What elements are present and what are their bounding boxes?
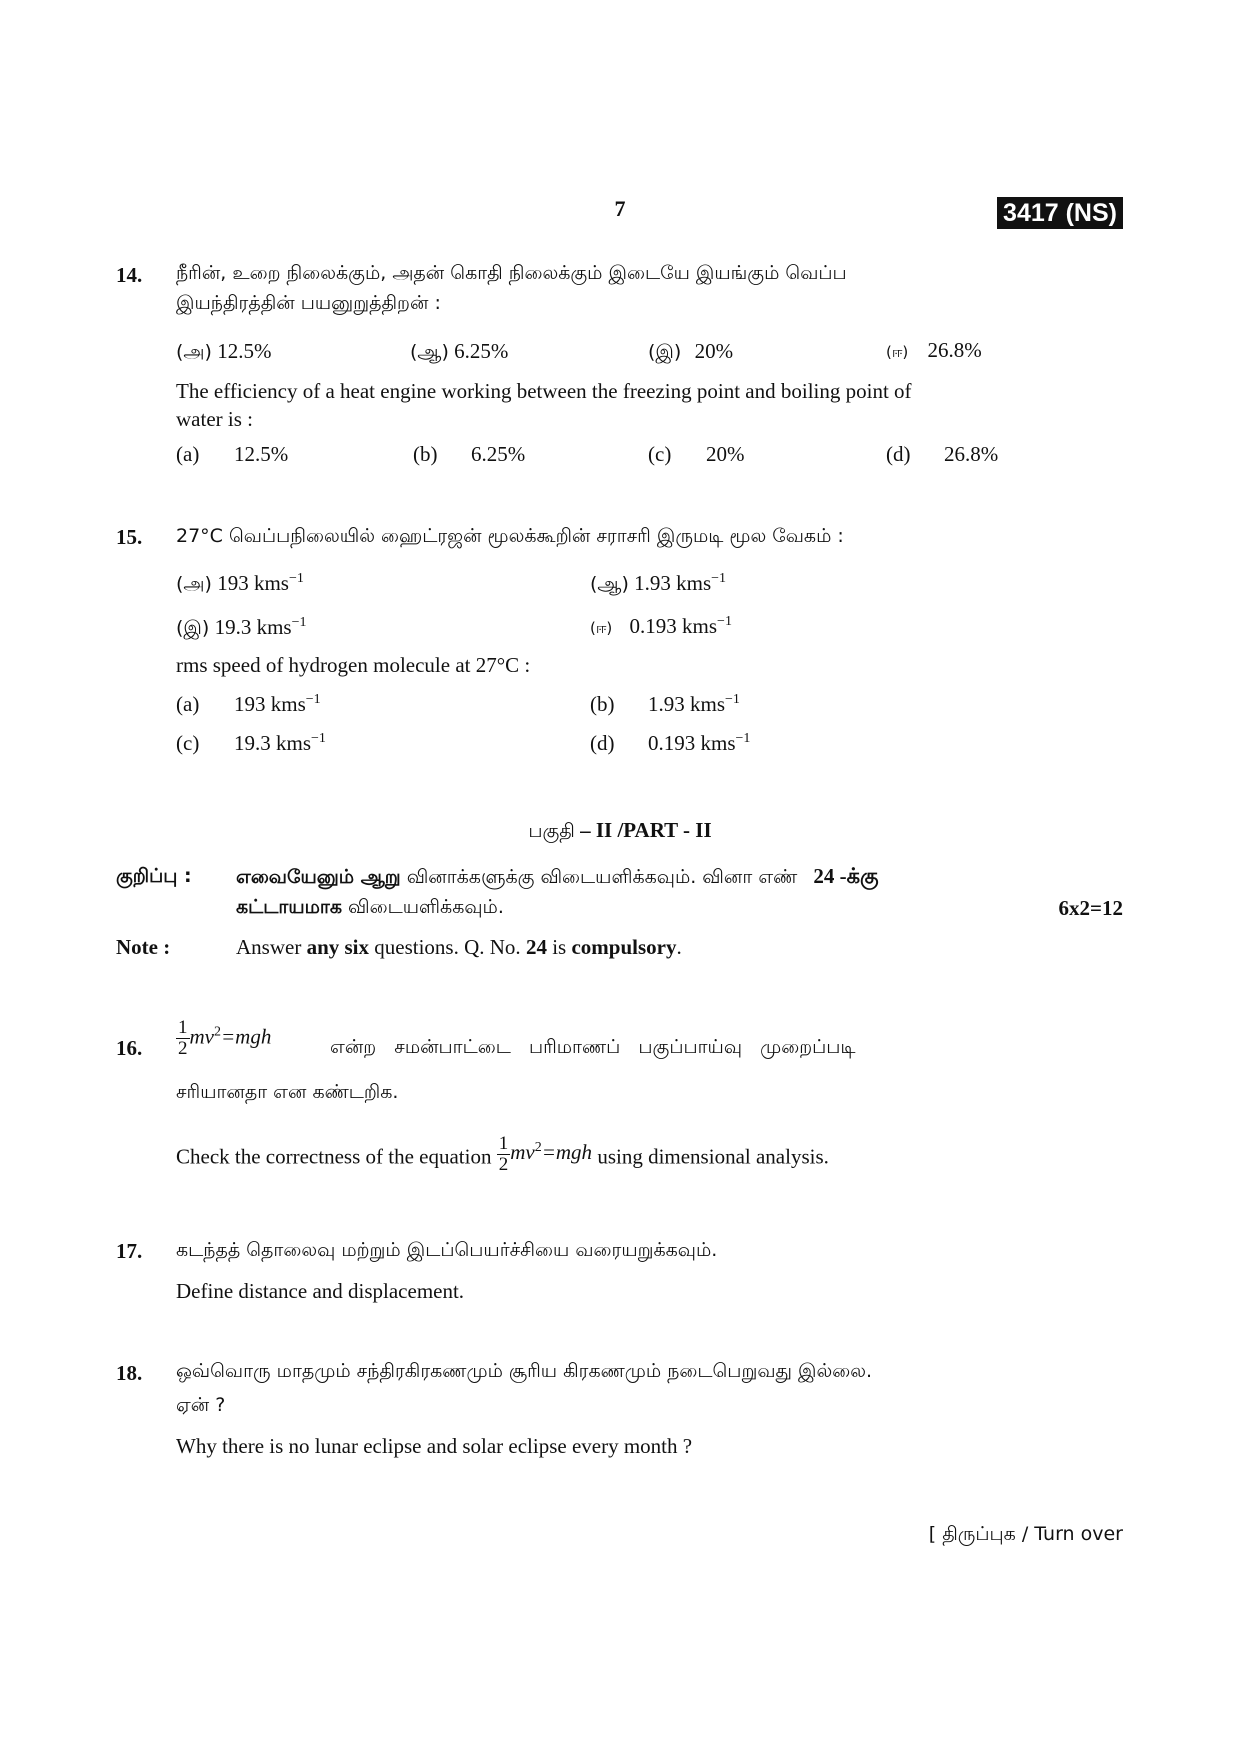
q15-tamil-option-b bbox=[590, 570, 726, 598]
note-en-period: . bbox=[676, 935, 682, 959]
note-en-bold-compulsory: compulsory bbox=[571, 935, 677, 959]
fraction-one-half bbox=[497, 1134, 511, 1175]
option-label: (c) bbox=[176, 731, 200, 755]
option-label: (அ) bbox=[176, 341, 212, 363]
q14-english-option-a bbox=[176, 442, 288, 467]
turn-over-footer bbox=[929, 1519, 1123, 1548]
q17-english: Define distance and displacement. bbox=[176, 1279, 465, 1303]
option-value: 193 bbox=[234, 692, 266, 716]
option-label: (d) bbox=[886, 442, 911, 466]
question-number-18: 18. bbox=[116, 1361, 143, 1385]
unit-kms: kms bbox=[682, 614, 718, 638]
note-tamil-qno: 24 -க்கு bbox=[813, 864, 879, 888]
note-english-text bbox=[236, 933, 682, 961]
q18-tamil-line1: ஒவ்வொரு மாதமும் சந்திரகிரகணமும் சூரிய கிரகணமும் நடைபெறுவது இல்லை. bbox=[176, 1360, 873, 1382]
option-label: (a) bbox=[176, 442, 200, 466]
q14-english-line1: The efficiency of a heat engine working between the freezing point and boiling point of bbox=[176, 379, 912, 403]
option-label: (d) bbox=[590, 731, 615, 755]
eq-rhs: =mgh bbox=[541, 1140, 593, 1165]
question-number-15: 15. bbox=[116, 525, 143, 549]
option-value: 12.5% bbox=[234, 442, 289, 466]
fraction-one-half bbox=[176, 1018, 190, 1059]
question-number-17: 17. bbox=[116, 1239, 143, 1263]
q15-tamil-text: 27°C வெப்பநிலையில் ஹைட்ரஜன் மூலக்கூறின் சராசரி இருமடி மூல வேகம் : bbox=[176, 525, 844, 547]
fraction-denominator: 2 bbox=[178, 1038, 188, 1059]
q16-english-equation bbox=[497, 1133, 598, 1175]
unit-kms: kms bbox=[676, 571, 712, 595]
option-value: 19.3 bbox=[214, 615, 252, 639]
fraction-denominator: 2 bbox=[498, 1154, 509, 1175]
note-en-part2: questions. Q. No. bbox=[374, 935, 521, 959]
unit-exponent: −1 bbox=[735, 731, 751, 746]
note-tamil-bold-any-six: எவையேனும் ஆறு bbox=[236, 866, 401, 888]
note-tamil-label: குறிப்பு : bbox=[116, 865, 192, 887]
option-value: 0.193 bbox=[648, 731, 696, 755]
option-label: (c) bbox=[648, 442, 672, 466]
note-tamil-bold-compulsory: கட்டாயமாக bbox=[236, 896, 342, 918]
q16-english-pre: Check the correctness of the equation bbox=[176, 1144, 492, 1169]
q14-tamil-line1: நீரின், உறை நிலைக்கும், அதன் கொதி நிலைக்கும் இடையே இயங்கும் வெப்ப bbox=[176, 262, 847, 284]
q15-english-option-d bbox=[590, 731, 750, 756]
eq-lhs: mv bbox=[189, 1024, 214, 1049]
eq-square: 2 bbox=[534, 1140, 542, 1156]
option-label: (b) bbox=[590, 692, 615, 716]
unit-kms: kms bbox=[690, 692, 726, 716]
eq-rhs: =mgh bbox=[221, 1024, 272, 1049]
note-en-part3: is bbox=[552, 935, 567, 959]
unit-exponent: −1 bbox=[725, 692, 740, 707]
option-value: 20% bbox=[694, 339, 734, 363]
question-number-16: 16. bbox=[116, 1036, 143, 1060]
q15-tamil-option-a bbox=[176, 570, 304, 598]
unit-kms: kms bbox=[276, 731, 312, 755]
note-tamil-mid: வினாக்களுக்கு விடையளிக்கவும். வினா எண் bbox=[406, 866, 798, 888]
q16-tamil-line1: என்ற சமன்பாட்டை பரிமாணப் பகுப்பாய்வு முறைப்படி bbox=[330, 1036, 856, 1058]
note-en-bold-any-six: any six bbox=[306, 935, 370, 959]
marks-allocation: 6x2=12 bbox=[1058, 896, 1123, 920]
turn-over-text: [ திருப்புக / Turn over bbox=[928, 1523, 1123, 1545]
unit-exponent: −1 bbox=[311, 731, 326, 746]
option-label: (இ) bbox=[648, 341, 682, 363]
q18-tamil-line2: ஏன் ? bbox=[176, 1394, 226, 1416]
option-value: 6.25% bbox=[454, 339, 509, 363]
unit-kms: kms bbox=[270, 692, 306, 716]
q15-english-text: rms speed of hydrogen molecule at 27°C : bbox=[176, 653, 531, 677]
option-value: 26.8% bbox=[927, 338, 982, 362]
q16-english bbox=[176, 1133, 829, 1179]
unit-kms: kms bbox=[700, 731, 736, 755]
q14-tamil-option-b bbox=[410, 338, 508, 366]
option-label: (அ) bbox=[176, 573, 212, 595]
heading-tamil: பகுதி bbox=[528, 820, 575, 842]
eq-lhs: mv bbox=[510, 1140, 535, 1165]
unit-kms: kms bbox=[253, 571, 289, 595]
q14-tamil-option-d bbox=[886, 338, 982, 366]
q14-tamil-option-c bbox=[648, 338, 733, 366]
unit-exponent: −1 bbox=[717, 614, 732, 629]
q16-equation bbox=[176, 1018, 271, 1059]
note-tamil-line1 bbox=[236, 862, 879, 891]
unit-kms: kms bbox=[256, 615, 292, 639]
q15-tamil-option-c bbox=[176, 614, 306, 642]
option-label: (இ) bbox=[176, 617, 210, 639]
option-value: 1.93 bbox=[634, 571, 671, 595]
q14-english-option-c bbox=[648, 442, 745, 467]
option-label: (ஈ) bbox=[886, 343, 909, 361]
option-value: 19.3 bbox=[234, 731, 271, 755]
q18-english: Why there is no lunar eclipse and solar eclipse every month ? bbox=[176, 1434, 693, 1458]
q16-english-post: using dimensional analysis. bbox=[597, 1144, 829, 1169]
note-tamil-end: விடையளிக்கவும். bbox=[348, 896, 504, 918]
q15-tamil-option-d bbox=[590, 614, 732, 642]
unit-exponent: −1 bbox=[291, 615, 307, 630]
q15-english-option-b bbox=[590, 692, 740, 717]
unit-exponent: −1 bbox=[288, 571, 304, 586]
option-value: 193 bbox=[217, 571, 249, 595]
q17-tamil: கடந்தத் தொலைவு மற்றும் இடப்பெயர்ச்சியை வரையறுக்கவும். bbox=[176, 1239, 718, 1261]
heading-roman: II /PART - II bbox=[595, 818, 712, 842]
note-en-bold-24: 24 bbox=[525, 935, 547, 959]
fraction-numerator: 1 bbox=[178, 1017, 188, 1038]
q14-tamil-line2: இயந்திரத்தின் பயனுறுத்திறன் : bbox=[176, 292, 441, 314]
q14-english-option-d bbox=[886, 442, 998, 467]
option-value: 1.93 bbox=[648, 692, 685, 716]
eq-square: 2 bbox=[214, 1024, 221, 1040]
part-two-heading bbox=[0, 817, 1240, 845]
question-number-14: 14. bbox=[116, 263, 143, 287]
note-english-label: Note : bbox=[116, 935, 171, 959]
option-value: 20% bbox=[706, 442, 745, 466]
q14-english-line2: water is : bbox=[176, 407, 253, 431]
option-label: (ஆ) bbox=[590, 573, 629, 595]
unit-exponent: −1 bbox=[711, 571, 727, 586]
option-label: (a) bbox=[176, 692, 200, 716]
option-value: 12.5% bbox=[217, 339, 272, 363]
q14-english-option-b bbox=[413, 442, 525, 467]
unit-exponent: −1 bbox=[305, 692, 321, 707]
option-label: (ஈ) bbox=[590, 619, 613, 637]
option-label: (b) bbox=[413, 442, 438, 466]
q15-english-option-c bbox=[176, 731, 326, 756]
option-value: 26.8% bbox=[944, 442, 999, 466]
q16-tamil-line2: சரியானதா என கண்டறிக. bbox=[176, 1081, 399, 1103]
option-label: (ஆ) bbox=[410, 341, 449, 363]
heading-dash: – bbox=[580, 818, 591, 842]
note-tamil-line2 bbox=[236, 893, 504, 921]
option-value: 6.25% bbox=[471, 442, 526, 466]
note-en-part1: Answer bbox=[236, 935, 302, 959]
page-number: 7 bbox=[614, 196, 626, 221]
fraction-numerator: 1 bbox=[498, 1133, 509, 1154]
option-value: 0.193 bbox=[629, 614, 677, 638]
q15-english-option-a bbox=[176, 692, 321, 717]
q14-tamil-option-a bbox=[176, 338, 271, 366]
paper-code-badge: 3417 (NS) bbox=[997, 197, 1123, 229]
